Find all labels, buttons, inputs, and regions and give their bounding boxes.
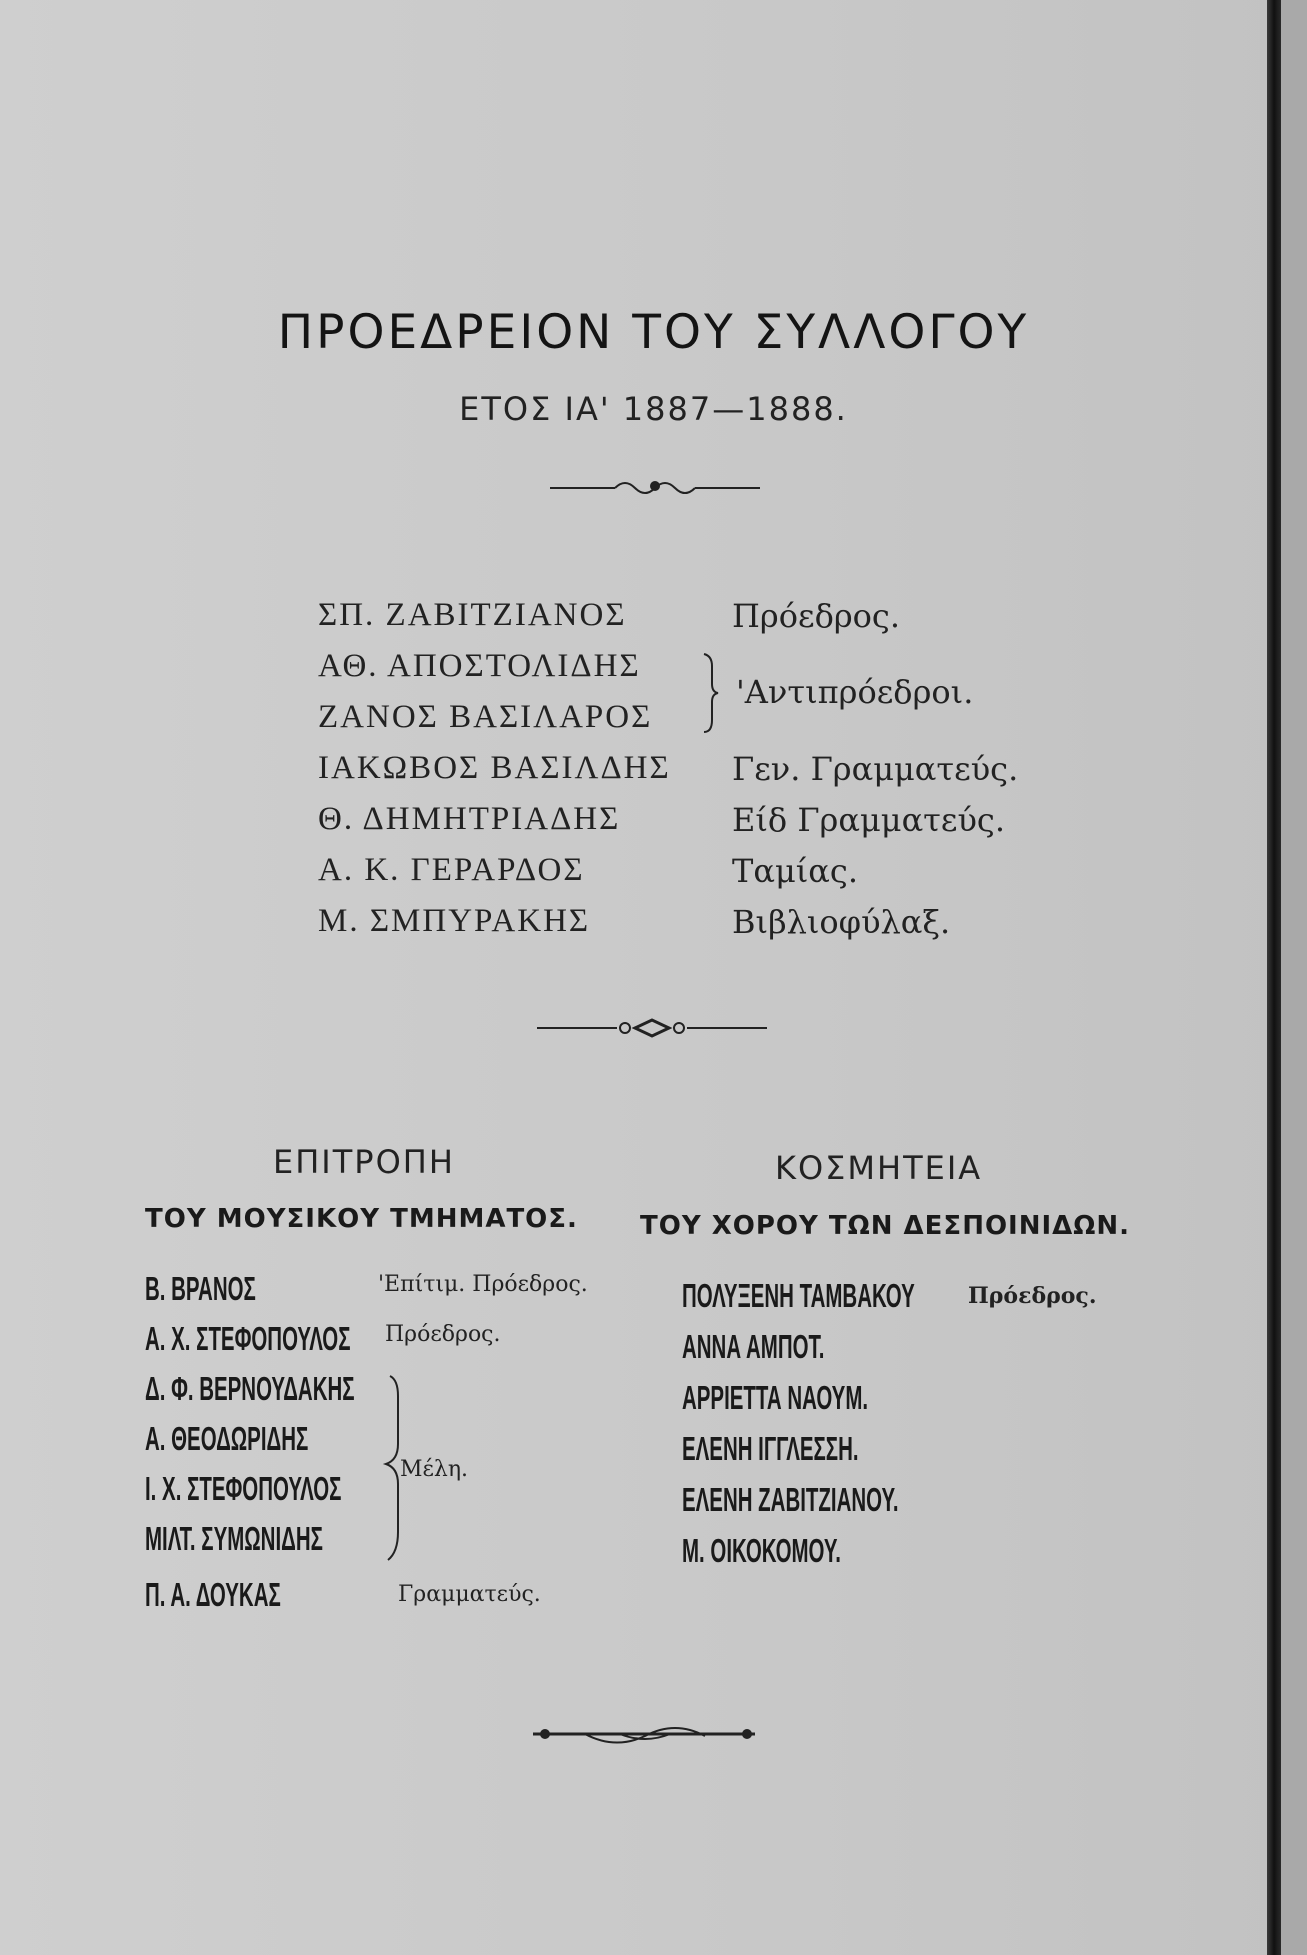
vice-brace: [698, 652, 722, 734]
committee-member-name: Α. ΘΕΟΔΩΡΙΔΗΣ: [145, 1420, 309, 1457]
officer-role: Πρόεδρος.: [732, 597, 900, 635]
officer-name: ΣΠ. ΖΑΒΙΤΖΙΑΝΟΣ: [318, 597, 627, 633]
committee-member-name: ΜΙΛΤ. ΣΥΜΩΝΙΔΗΣ: [145, 1520, 323, 1557]
committee-member-role: Γραμματεύς.: [398, 1582, 541, 1607]
dance-committee-subheading: ΤΟΥ ΧΟΡΟΥ ΤΩΝ ΔΕΣΠΟΙΝΙΔΩΝ.: [640, 1211, 1131, 1241]
officer-name: Μ. ΣΜΠΥΡΑΚΗΣ: [318, 903, 591, 939]
music-committee-heading: ΕΠΙΤΡΟΠΗ: [273, 1143, 455, 1181]
committee-member-role: Μέλη.: [400, 1457, 469, 1482]
officer-name: ΙΑΚΩΒΟΣ ΒΑΣΙΛΔΗΣ: [318, 750, 671, 786]
officer-role: Γεν. Γραμματεύς.: [732, 750, 1019, 788]
committee-member-name: ΑΡΡΙΕΤΤΑ ΝΑΟΥΜ.: [682, 1379, 869, 1416]
committee-member-name: Δ. Φ. ΒΕΡΝΟΥΔΑΚΗΣ: [145, 1370, 355, 1407]
officer-role: Ταμίας.: [732, 852, 858, 890]
officer-role: Είδ Γραμματεύς.: [732, 801, 1005, 839]
committee-member-name: ΕΛΕΝΗ ΙΓΓΛΕΣΣΗ.: [682, 1430, 859, 1467]
committee-member-name: ΕΛΕΝΗ ΖΑΒΙΤΖΙΑΝΟΥ.: [682, 1481, 899, 1518]
dance-committee-heading: ΚΟΣΜΗΤΕΙΑ: [775, 1149, 983, 1187]
committee-member-role: Πρόεδρος.: [385, 1322, 501, 1347]
committee-member-name: Π. Α. ΔΟΥΚΑΣ: [145, 1576, 281, 1613]
committee-member-name: ΑΝΝΑ ΑΜΠΟΤ.: [682, 1328, 825, 1365]
ornament-divider-2: [535, 1015, 769, 1041]
ornament-divider-3: [525, 1720, 765, 1754]
music-committee-subheading: ΤΟΥ ΜΟΥΣΙΚΟΥ ΤΜΗΜΑΤΟΣ.: [145, 1204, 578, 1234]
officer-name: Θ. ΔΗΜΗΤΡΙΑΔΗΣ: [318, 801, 621, 837]
year-line: ΕΤΟΣ ΙΑ' 1887—1888.: [459, 390, 848, 428]
ornament-divider-1: [545, 472, 765, 502]
committee-member-name: Β. ΒΡΑΝΟΣ: [145, 1270, 256, 1307]
page-edge: [1281, 0, 1307, 1955]
officer-name: ΖΑΝΟΣ ΒΑΣΙΛΑΡΟΣ: [318, 699, 653, 735]
committee-member-role: Πρόεδρος.: [968, 1283, 1097, 1309]
officer-name: Α. Κ. ΓΕΡΑΡΔΟΣ: [318, 852, 585, 888]
book-spine: [1267, 0, 1281, 1955]
committee-member-name: ΠΟΛΥΞΕΝΗ ΤΑΜΒΑΚΟΥ: [682, 1277, 915, 1314]
committee-member-name: Α. Χ. ΣΤΕΦΟΠΟΥΛΟΣ: [145, 1320, 351, 1357]
committee-member-name: Μ. ΟΙΚΟΚΟΜΟΥ.: [682, 1532, 841, 1569]
officer-name: ΑΘ. ΑΠΟΣΤΟΛΙΔΗΣ: [318, 648, 641, 684]
officer-role: 'Αντιπρόεδροι.: [736, 673, 974, 711]
committee-member-role: 'Επίτιμ. Πρόεδρος.: [378, 1272, 588, 1297]
committee-member-name: Ι. Χ. ΣΤΕΦΟΠΟΥΛΟΣ: [145, 1470, 342, 1507]
officer-role: Βιβλιοφύλαξ.: [732, 903, 951, 941]
page-title: ΠΡΟΕΔΡΕΙΟΝ ΤΟΥ ΣΥΛΛΟΓΟΥ: [277, 305, 1030, 360]
